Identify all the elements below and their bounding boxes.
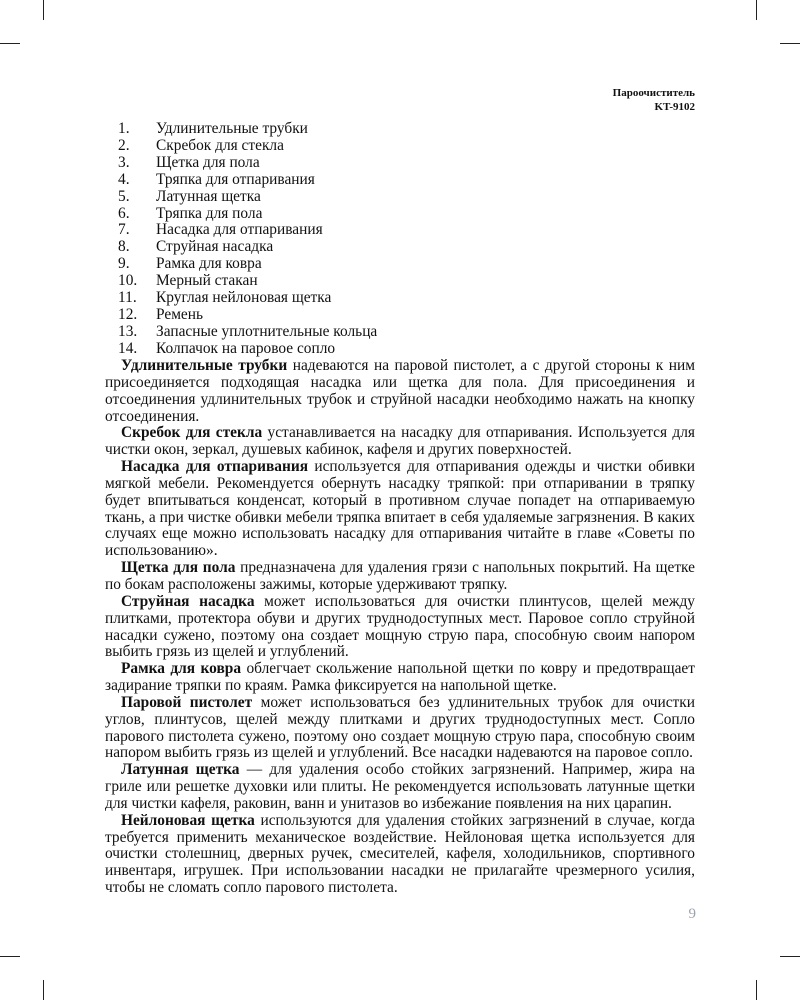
list-item [118, 341, 377, 358]
paragraph [105, 594, 695, 661]
paragraph [105, 425, 695, 459]
list-item-number: 4. [118, 170, 130, 188]
list-item [118, 155, 377, 172]
paragraph-text: используются для удаления стойких загрязнений в случае, когда требуется применить механическое воздействие. Нейлоновая щетка используется для очистки столешниц, дверных ручек, смесителей, кафеля, холодильников, спортивного инвентаря, игрушек. При использовании насадки не прилагайте чрезмерного усилия, чтобы не сломать сопло парового пистолета. [105, 811, 695, 897]
paragraph-term: Латунная щетка [121, 761, 240, 779]
list-item-number: 5. [118, 187, 130, 205]
crop-mark [0, 43, 20, 44]
list-item-label: Запасные уплотнительные кольца [156, 322, 378, 340]
list-item-label: Насадка для отпаривания [156, 221, 323, 239]
crop-mark [0, 956, 20, 957]
accessory-list [118, 121, 377, 358]
list-item-label: Ремень [156, 305, 204, 323]
crop-mark [780, 43, 800, 44]
paragraph-text: может использоваться для очистки плинтусов, щелей между плитками, протектора обуви и других труднодоступных мест. Паровое сопло струйной насадки сужено, поэтому она создает мощную струю пара, способную своим напором выбить грязь из щелей и углублений. [105, 592, 695, 661]
list-item-label: Тряпка для отпаривания [156, 170, 315, 188]
list-item [118, 189, 377, 206]
paragraph-term: Струйная насадка [121, 592, 255, 610]
list-item-label: Удлинительные трубки [156, 120, 308, 137]
paragraph-term: Насадка для отпаривания [121, 458, 309, 476]
crop-mark [756, 0, 757, 20]
list-item-label: Мерный стакан [156, 272, 258, 290]
list-item-label: Струйная насадка [156, 238, 274, 256]
paragraph [105, 661, 695, 695]
header-product: Пароочиститель [612, 87, 695, 99]
list-item [118, 239, 377, 256]
list-item [118, 222, 377, 239]
paragraph-term: Паровой пистолет [121, 693, 253, 711]
list-item-number: 3. [118, 153, 130, 171]
list-item-label: Скребок для стекла [156, 136, 284, 154]
paragraph [105, 695, 695, 762]
list-item [118, 121, 377, 138]
list-item-label: Щетка для пола [156, 153, 260, 171]
paragraph [105, 813, 695, 897]
list-item [118, 290, 377, 307]
list-item [118, 324, 377, 341]
paragraph-term: Рамка для ковра [121, 660, 242, 678]
list-item-label: Колпачок на паровое сопло [156, 339, 336, 357]
crop-mark [756, 980, 757, 1000]
list-item-number: 7. [118, 221, 130, 239]
paragraph-text: облегчает скольжение напольной щетки по ковру и предотвращает задирание тряпки по краям. Рамка фиксируется на напольной щетке. [105, 660, 695, 695]
list-item-number: 6. [118, 204, 130, 222]
running-header [613, 86, 695, 114]
list-item-label: Тряпка для пола [156, 204, 263, 222]
list-item [118, 172, 377, 189]
list-item-number: 12. [118, 305, 138, 323]
paragraph-text: предназначена для удаления грязи с напольных покрытий. На щетке по бокам расположены зажимы, которые удерживают тряпку. [105, 559, 695, 593]
paragraph-text: — для удаления особо стойких загрязнений. Например, жира на гриле или решетке духовки или плиты. Не рекомендуется использовать латунные щетки для чистки кафеля, раковин, ванн и унитазов во избежание появления на них царапин. [105, 761, 696, 812]
page-number: 9 [688, 906, 696, 922]
list-item-number: 14. [118, 339, 138, 357]
paragraph-term: Удлинительные трубки [121, 357, 288, 374]
crop-mark [43, 980, 44, 1000]
body-text [105, 358, 695, 897]
paragraph [105, 459, 695, 560]
list-item-label: Латунная щетка [156, 187, 261, 205]
list-item [118, 138, 377, 155]
list-item [118, 256, 377, 273]
paragraph [105, 560, 695, 594]
paragraph-text: надеваются на паровой пистолет, а с другой стороны к ним присоединяется подходящая насадка или щетка для пола. Для присоединения и отсоединения удлинительных трубок и струйной насадки необходимо нажать на кнопку отсоединения. [105, 357, 695, 425]
paragraph [105, 762, 695, 813]
paragraph-text: используется для отпаривания одежды и чистки обивки мягкой мебели. Рекомендуется обернуть насадку тряпкой: при отпаривании в тряпку будет впитываться конденсат, который в противном случае попадет на отпариваемую ткань, а при чистке обивки мебели тряпка впитает в себя удаляемые загрязнения. В каких случаях еще можно использовать насадку для отпаривания читайте в главе «Советы по использованию». [105, 458, 695, 560]
crop-mark [780, 956, 800, 957]
list-item [118, 206, 377, 223]
header-model: KT-9102 [654, 101, 695, 113]
paragraph-term: Скребок для стекла [121, 424, 263, 442]
list-item-number: 9. [118, 255, 130, 273]
list-item [118, 307, 377, 324]
list-item-number: 13. [118, 322, 138, 340]
list-item-label: Круглая нейлоновая щетка [156, 289, 332, 307]
list-item-number: 11. [118, 289, 137, 307]
crop-mark [43, 0, 44, 20]
list-item-number: 10. [118, 272, 138, 290]
list-item [118, 273, 377, 290]
list-item-number: 1. [118, 120, 130, 137]
paragraph [105, 358, 695, 425]
paragraph-term: Щетка для пола [121, 559, 236, 577]
list-item-number: 8. [118, 238, 130, 256]
paragraph-text: может использоваться без удлинительных трубок для очистки углов, плинтусов, щелей между плитками и других труднодоступных мест. Сопло парового пистолета сужено, поэтому оно создает мощную струю пара, способную своим напором выбить грязь из щелей и углублений. Все насадки надеваются на паровое сопло. [105, 693, 695, 762]
paragraph-term: Нейлоновая щетка [121, 811, 255, 829]
paragraph-text: устанавливается на насадку для отпаривания. Используется для чистки окон, зеркал, душевых кабинок, кафеля и других поверхностей. [105, 424, 695, 459]
list-item-label: Рамка для ковра [156, 255, 262, 273]
list-item-number: 2. [118, 136, 130, 154]
